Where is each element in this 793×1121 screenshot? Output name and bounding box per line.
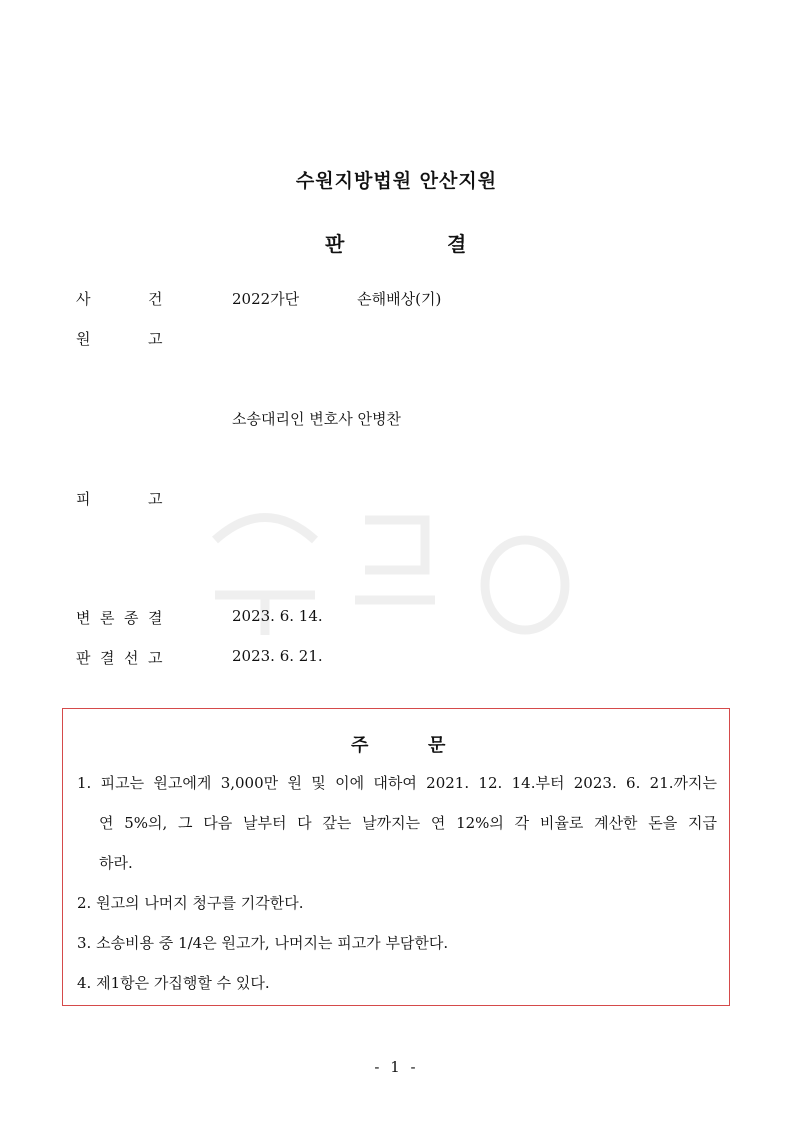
closing-label-char: 론 xyxy=(100,609,115,627)
closing-label-char: 결 xyxy=(148,609,163,627)
order-item-1-line-2: 연 5%의, 그 다음 날부터 다 갚는 날까지는 연 12%의 각 비율로 계산한 돈을 지급 xyxy=(99,814,717,832)
plaintiff-label-char: 고 xyxy=(148,330,163,348)
closing-label-char: 변 xyxy=(76,609,91,627)
closing-row xyxy=(0,607,793,629)
order-title-char: 문 xyxy=(428,735,446,756)
page-number: - 1 - xyxy=(374,1058,419,1076)
sentence-label-char: 고 xyxy=(148,649,163,667)
case-value xyxy=(232,288,441,309)
title-char-1: 판 xyxy=(325,232,345,256)
plaintiff-representative-row xyxy=(0,408,793,430)
order-item-3: 3. 소송비용 중 1/4은 원고가, 나머지는 피고가 부담한다. xyxy=(77,934,449,952)
sentence-date: 2023. 6. 21. xyxy=(232,647,323,665)
order-title-char: 주 xyxy=(351,735,369,756)
case-label-char: 사 xyxy=(76,290,91,308)
closing-date: 2023. 6. 14. xyxy=(232,607,323,625)
case-label-char: 건 xyxy=(148,290,163,308)
title-char-2: 결 xyxy=(447,232,467,256)
court-name: 수원지방법원 안산지원 xyxy=(295,170,498,192)
sentence-label-char: 결 xyxy=(100,649,115,667)
order-item-2: 2. 원고의 나머지 청구를 기각한다. xyxy=(77,894,304,912)
order-item-1-line-1: 1. 피고는 원고에게 3,000만 원 및 이에 대하여 2021. 12. 14.부터 2023. 6. 21.까지는 xyxy=(77,774,717,792)
case-number: 2022가단 xyxy=(232,290,300,308)
order-box xyxy=(62,708,730,1006)
sentence-label-char: 선 xyxy=(124,649,139,667)
closing-label-char: 종 xyxy=(124,609,139,627)
order-item-1-line-3: 하라. xyxy=(99,854,133,872)
defendant-label-char: 고 xyxy=(148,490,163,508)
order-item-4: 4. 제1항은 가집행할 수 있다. xyxy=(77,974,270,992)
case-row xyxy=(0,288,793,310)
plaintiff-label-char: 원 xyxy=(76,330,91,348)
defendant-label-char: 피 xyxy=(76,490,91,508)
plaintiff-representative: 소송대리인 변호사 안병찬 xyxy=(232,410,401,428)
plaintiff-row xyxy=(0,328,793,350)
sentence-row xyxy=(0,647,793,669)
case-name: 손해배상(기) xyxy=(357,290,442,308)
sentence-label-char: 판 xyxy=(76,649,91,667)
